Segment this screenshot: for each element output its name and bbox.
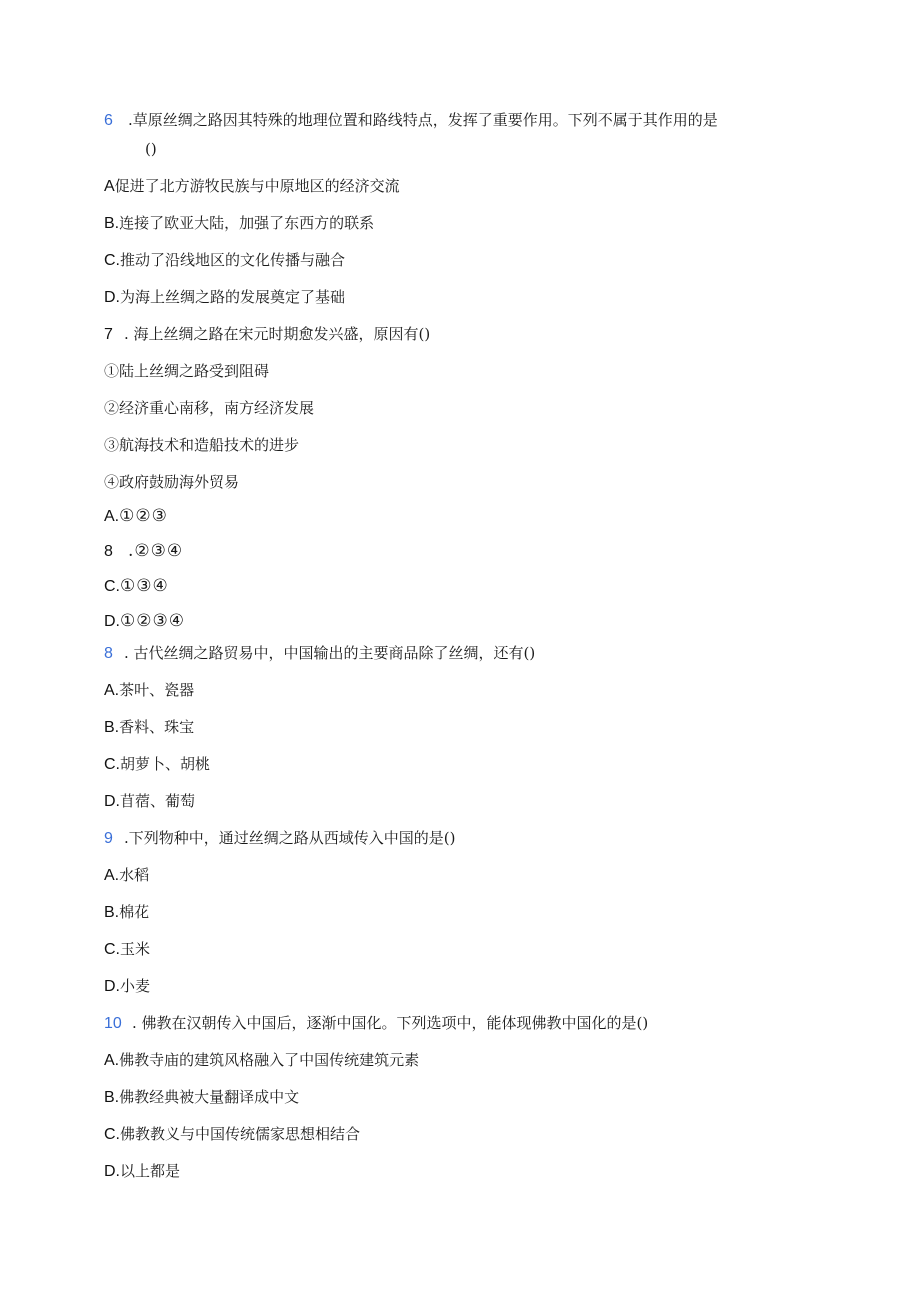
option-d: D.小麦 <box>104 977 151 995</box>
question-number: 10 <box>104 1015 122 1032</box>
question-10-stem <box>104 1013 648 1034</box>
option-c: C.佛教教义与中国传统儒家思想相结合 <box>104 1125 361 1143</box>
question-6-stem <box>104 110 718 131</box>
statement-2: ②经济重心南移，南方经济发展 <box>104 399 315 417</box>
option-a: A.水稻 <box>104 866 150 884</box>
option-a: A.①②③ <box>104 506 168 526</box>
question-text: . 佛教在汉朝传入中国后，逐渐中国化。下列选项中，能体现佛教中国化的是() <box>132 1014 649 1032</box>
question-text: .草原丝绸之路因其特殊的地理位置和路线特点，发挥了重要作用。下列不属于其作用的是 <box>128 111 718 129</box>
option-c: C.胡萝卜、胡桃 <box>104 755 211 773</box>
question-8-stem <box>104 643 535 664</box>
question-text: . 海上丝绸之路在宋元时期愈发兴盛，原因有() <box>124 325 431 343</box>
question-number: 8 <box>104 645 113 662</box>
question-number: 7 <box>104 326 113 343</box>
option-a: A.佛教寺庙的建筑风格融入了中国传统建筑元素 <box>104 1051 420 1069</box>
question-text: .下列物种中，通过丝绸之路从西域传入中国的是() <box>124 829 456 847</box>
question-text: . 古代丝绸之路贸易中，中国输出的主要商品除了丝绸，还有() <box>124 644 536 662</box>
statement-4: ④政府鼓励海外贸易 <box>104 473 240 491</box>
option-d: D.苜蓿、葡萄 <box>104 792 196 810</box>
statement-1: ①陆上丝绸之路受到阻碍 <box>104 362 270 380</box>
statement-3: ③航海技术和造船技术的进步 <box>104 436 300 454</box>
question-9-stem <box>104 828 455 849</box>
option-b: B.连接了欧亚大陆，加强了东西方的联系 <box>104 214 375 232</box>
question-number: 6 <box>104 112 113 129</box>
question-number: 9 <box>104 830 113 847</box>
option-a: A.茶叶、瓷器 <box>104 681 195 699</box>
question-7-stem <box>104 324 430 345</box>
option-a: A促进了北方游牧民族与中原地区的经济交流 <box>104 177 400 195</box>
option-d: D.为海上丝绸之路的发展奠定了基础 <box>104 288 346 306</box>
option-d: D.以上都是 <box>104 1162 181 1180</box>
option-b: B.棉花 <box>104 903 150 921</box>
option-b: 8 .②③④ <box>104 541 184 561</box>
option-d: D.①②③④ <box>104 611 185 631</box>
option-b: B.香料、珠宝 <box>104 718 195 736</box>
option-c: C.玉米 <box>104 940 151 958</box>
option-c: C.推动了沿线地区的文化传播与融合 <box>104 251 346 269</box>
option-b: B.佛教经典被大量翻译成中文 <box>104 1088 300 1106</box>
question-6-stem-continued: () <box>145 140 157 158</box>
option-c: C.①③④ <box>104 576 169 596</box>
